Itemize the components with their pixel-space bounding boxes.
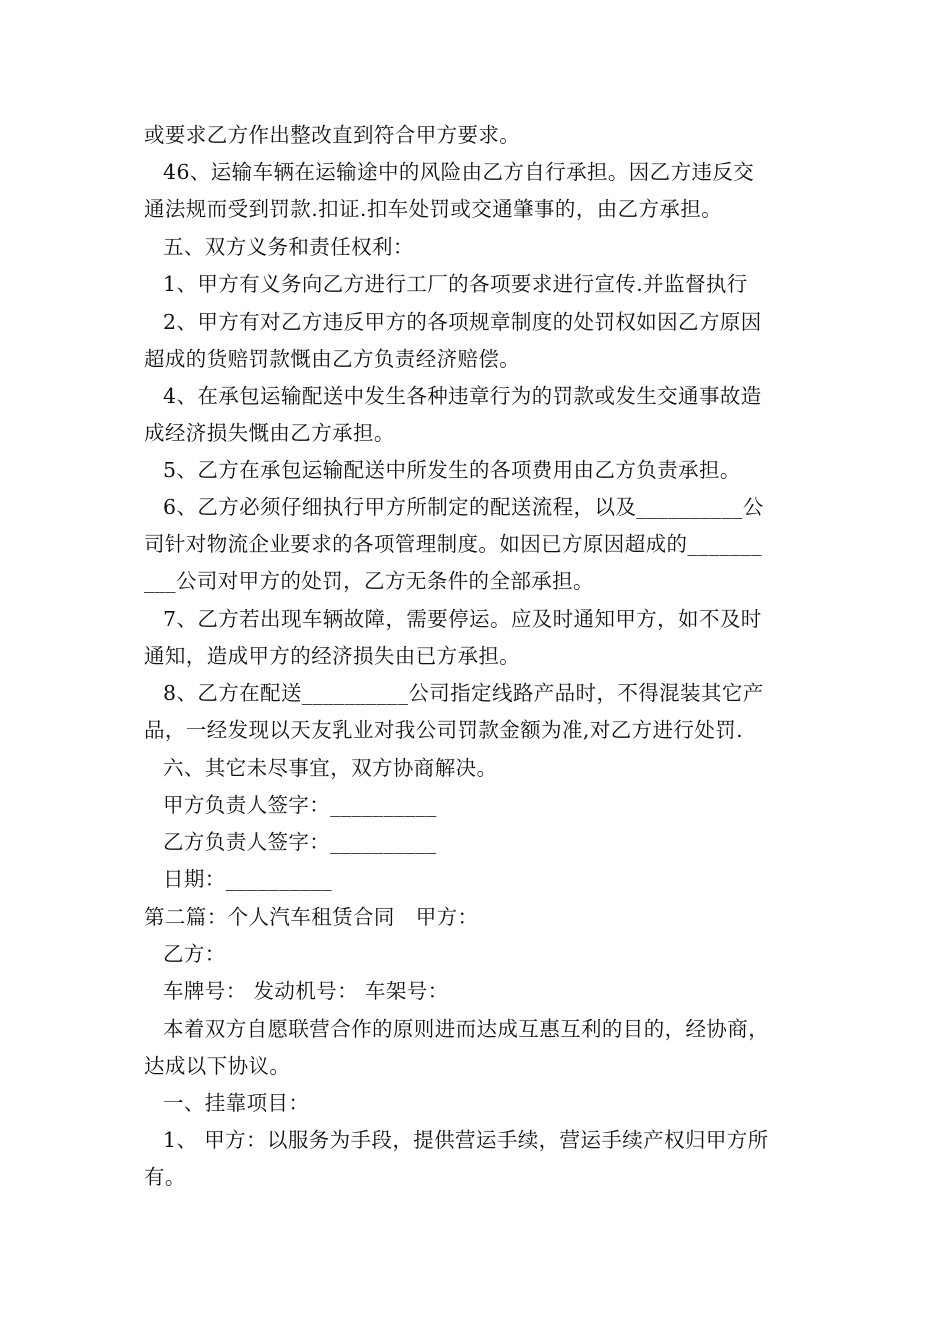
signature-line-party-b: 乙方负责人签字：__________: [163, 830, 437, 854]
text-line: 2、甲方有对乙方违反甲方的各项规章制度的处罚权如因乙方原因: [163, 310, 762, 334]
text-line: 7、乙方若出现车辆故障，需要停运。应及时通知甲方，如不及时: [163, 607, 762, 631]
text-line: 或要求乙方作出整改直到符合甲方要求。: [144, 123, 521, 147]
section-heading: 五、双方义务和责任权利：: [163, 235, 414, 259]
text-line: 达成以下协议。: [144, 1054, 291, 1078]
text-line: 6、乙方必须仔细执行甲方所制定的配送流程，以及__________公: [163, 495, 764, 519]
text-line: 5、乙方在承包运输配送中所发生的各项费用由乙方负责承担。: [163, 458, 741, 482]
text-line: 4、在承包运输配送中发生各种违章行为的罚款或发生交通事故造: [163, 384, 762, 408]
section-heading: 一、挂靠项目：: [163, 1091, 310, 1115]
text-line: 司针对物流企业要求的各项管理制度。如因已方原因超成的_______: [144, 532, 762, 556]
date-line: 日期：__________: [163, 867, 333, 891]
text-line: 46、运输车辆在运输途中的风险由乙方自行承担。因乙方违反交: [163, 160, 755, 184]
text-line: 车牌号： 发动机号： 车架号：: [163, 979, 449, 1003]
part-title: 第二篇：个人汽车租赁合同 甲方：: [144, 905, 479, 929]
text-line: 8、乙方在配送__________公司指定线路产品时，不得混装其它产: [163, 681, 764, 705]
text-line: 通法规而受到罚款.扣证.扣车处罚或交通肇事的，由乙方承担。: [144, 197, 723, 221]
text-line: 成经济损失慨由乙方承担。: [144, 421, 395, 445]
section-heading: 六、其它未尽事宜，双方协商解决。: [163, 756, 498, 780]
text-line: 超成的货赔罚款慨由乙方负责经济赔偿。: [144, 347, 521, 371]
text-line: 本着双方自愿联营合作的原则进而达成互惠互利的目的，经协商，: [163, 1017, 770, 1041]
text-line: 乙方：: [163, 942, 226, 966]
signature-line-party-a: 甲方负责人签字：__________: [163, 793, 437, 817]
text-line: 品，一经发现以天友乳业对我公司罚款金额为准,对乙方进行处罚.: [144, 718, 744, 742]
text-line: 1、甲方有义务向乙方进行工厂的各项要求进行宣传.并监督执行: [163, 272, 748, 296]
text-line: ___公司对甲方的处罚，乙方无条件的全部承担。: [144, 569, 594, 593]
text-line: 有。: [144, 1165, 186, 1189]
text-line: 1、 甲方：以服务为手段，提供营运手续，营运手续产权归甲方所: [163, 1128, 769, 1152]
text-line: 通知，造成甲方的经济损失由已方承担。: [144, 644, 521, 668]
